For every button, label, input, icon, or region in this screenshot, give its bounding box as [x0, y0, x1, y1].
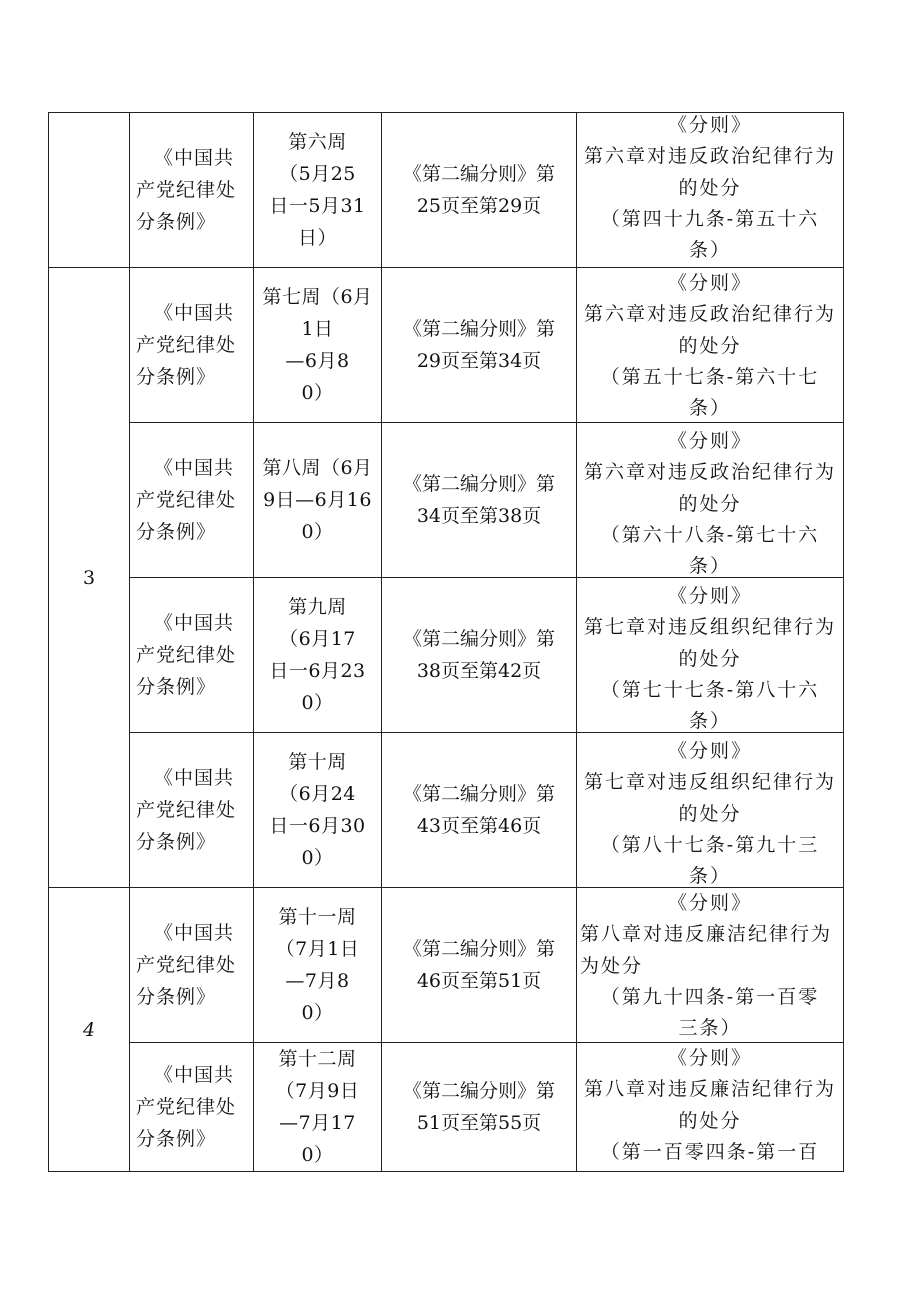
book-title-cell — [130, 578, 254, 733]
book-title: 《中国共产党纪律处分条例》 — [136, 457, 237, 543]
page-range-cell — [382, 113, 577, 268]
week-period-cell — [254, 578, 382, 733]
content-line: 第七章对违反组织纪律行为 — [583, 771, 836, 794]
book-title-cell — [130, 113, 254, 268]
week-period: 第九周 （6月17 日一6月23 0） — [269, 596, 366, 714]
group-number-cell — [49, 113, 130, 268]
page-range: 《第二编分则》第 34页至第38页 — [402, 473, 555, 527]
content-line: 条） — [688, 710, 731, 733]
content-line: （第九十四条-第一百零 — [600, 985, 820, 1008]
content-line: 《分则》 — [667, 585, 752, 607]
week-period: 第十一周 （7月1日 —7月8 0） — [275, 906, 360, 1024]
content-line: 三条） — [678, 1017, 742, 1040]
book-title: 《中国共产党纪律处分条例》 — [136, 922, 237, 1008]
page-range: 《第二编分则》第 29页至第34页 — [402, 318, 555, 372]
content-line: 《分则》 — [667, 114, 752, 136]
content-line: 为处分 — [580, 954, 644, 977]
book-title: 《中国共产党纪律处分条例》 — [136, 147, 237, 233]
content-line: 《分则》 — [667, 430, 752, 452]
content-line: 条） — [688, 239, 731, 262]
content-cell — [577, 268, 844, 423]
book-title-cell — [130, 888, 254, 1043]
content-cell — [577, 578, 844, 733]
book-title: 《中国共产党纪律处分条例》 — [136, 302, 237, 388]
content-line: 的处分 — [678, 647, 742, 670]
week-period-cell — [254, 423, 382, 578]
page-range-cell — [382, 1043, 577, 1172]
content-line: 第六章对违反政治纪律行为 — [583, 461, 836, 484]
content-text — [577, 1043, 843, 1168]
content-line: （第六十八条-第七十六 — [600, 523, 820, 546]
page-range: 《第二编分则》第 43页至第46页 — [402, 783, 555, 837]
page-range: 《第二编分则》第 25页至第29页 — [402, 163, 555, 217]
content-text — [577, 581, 843, 733]
group-number: 4 — [82, 1018, 96, 1041]
content-cell — [577, 1043, 844, 1172]
content-line: 的处分 — [678, 176, 742, 199]
table-row — [49, 113, 844, 268]
content-line: （第七十七条-第八十六 — [600, 678, 820, 701]
week-period: 第十周 （6月24 日一6月30 0） — [269, 751, 366, 869]
group-number-cell — [49, 888, 130, 1172]
week-period: 第八周（6月 9日—6月16 0） — [262, 457, 373, 543]
content-cell — [577, 888, 844, 1043]
content-line: （第一百零四条-第一百 — [600, 1140, 820, 1163]
content-line: （第四十九条-第五十六 — [600, 207, 820, 230]
page-range-cell — [382, 888, 577, 1043]
page-range: 《第二编分则》第 46页至第51页 — [402, 938, 555, 992]
content-line: 《分则》 — [667, 892, 752, 914]
content-line: 《分则》 — [667, 1047, 752, 1069]
content-line: 第八章对违反廉洁纪律行为 — [583, 1078, 836, 1101]
content-line: 第七章对违反组织纪律行为 — [583, 616, 836, 639]
content-line: 的处分 — [678, 802, 742, 825]
content-cell — [577, 423, 844, 578]
study-schedule-table — [48, 112, 844, 1172]
content-line: 条） — [688, 865, 731, 888]
content-text — [577, 736, 843, 888]
content-text — [577, 888, 843, 1043]
page-range: 《第二编分则》第 38页至第42页 — [402, 628, 555, 682]
book-title: 《中国共产党纪律处分条例》 — [136, 612, 237, 698]
book-title: 《中国共产党纪律处分条例》 — [136, 767, 237, 853]
content-line: 第六章对违反政治纪律行为 — [583, 303, 836, 326]
page-range-cell — [382, 578, 577, 733]
week-period-cell — [254, 733, 382, 888]
week-period-cell — [254, 888, 382, 1043]
table-row — [49, 1043, 844, 1172]
week-period-cell — [254, 113, 382, 268]
book-title-cell — [130, 733, 254, 888]
week-period: 第六周 （5月25 日一5月31 日） — [269, 131, 366, 249]
table-row — [49, 268, 844, 423]
content-line: 第六章对违反政治纪律行为 — [583, 145, 836, 168]
book-title-cell — [130, 1043, 254, 1172]
week-period: 第七周（6月 1日 —6月8 0） — [262, 286, 373, 404]
content-line: 第八章对违反廉洁纪律行为 — [580, 923, 833, 946]
book-title: 《中国共产党纪律处分条例》 — [136, 1064, 237, 1150]
content-line: （第八十七条-第九十三 — [600, 833, 820, 856]
content-text — [577, 268, 843, 423]
content-line: 的处分 — [678, 334, 742, 357]
content-cell — [577, 733, 844, 888]
content-text — [577, 426, 843, 578]
table-row — [49, 423, 844, 578]
content-line: 的处分 — [678, 492, 742, 515]
table-row — [49, 578, 844, 733]
page-range-cell — [382, 268, 577, 423]
book-title-cell — [130, 268, 254, 423]
content-line: （第五十七条-第六十七 — [600, 365, 820, 388]
table-row — [49, 888, 844, 1043]
content-text — [577, 113, 843, 267]
page-range-cell — [382, 423, 577, 578]
content-line: 条） — [688, 397, 731, 420]
content-line: 《分则》 — [667, 272, 752, 294]
content-cell — [577, 113, 844, 268]
book-title-cell — [130, 423, 254, 578]
content-line: 的处分 — [678, 1109, 742, 1132]
content-line: 《分则》 — [667, 740, 752, 762]
group-number-cell — [49, 268, 130, 888]
page-range: 《第二编分则》第 51页至第55页 — [402, 1080, 555, 1134]
week-period: 第十二周 （7月9日 —7月17 0） — [275, 1048, 360, 1166]
table-row — [49, 733, 844, 888]
page-range-cell — [382, 733, 577, 888]
week-period-cell — [254, 1043, 382, 1172]
content-line: 条） — [688, 555, 731, 578]
group-number: 3 — [82, 566, 96, 589]
week-period-cell — [254, 268, 382, 423]
